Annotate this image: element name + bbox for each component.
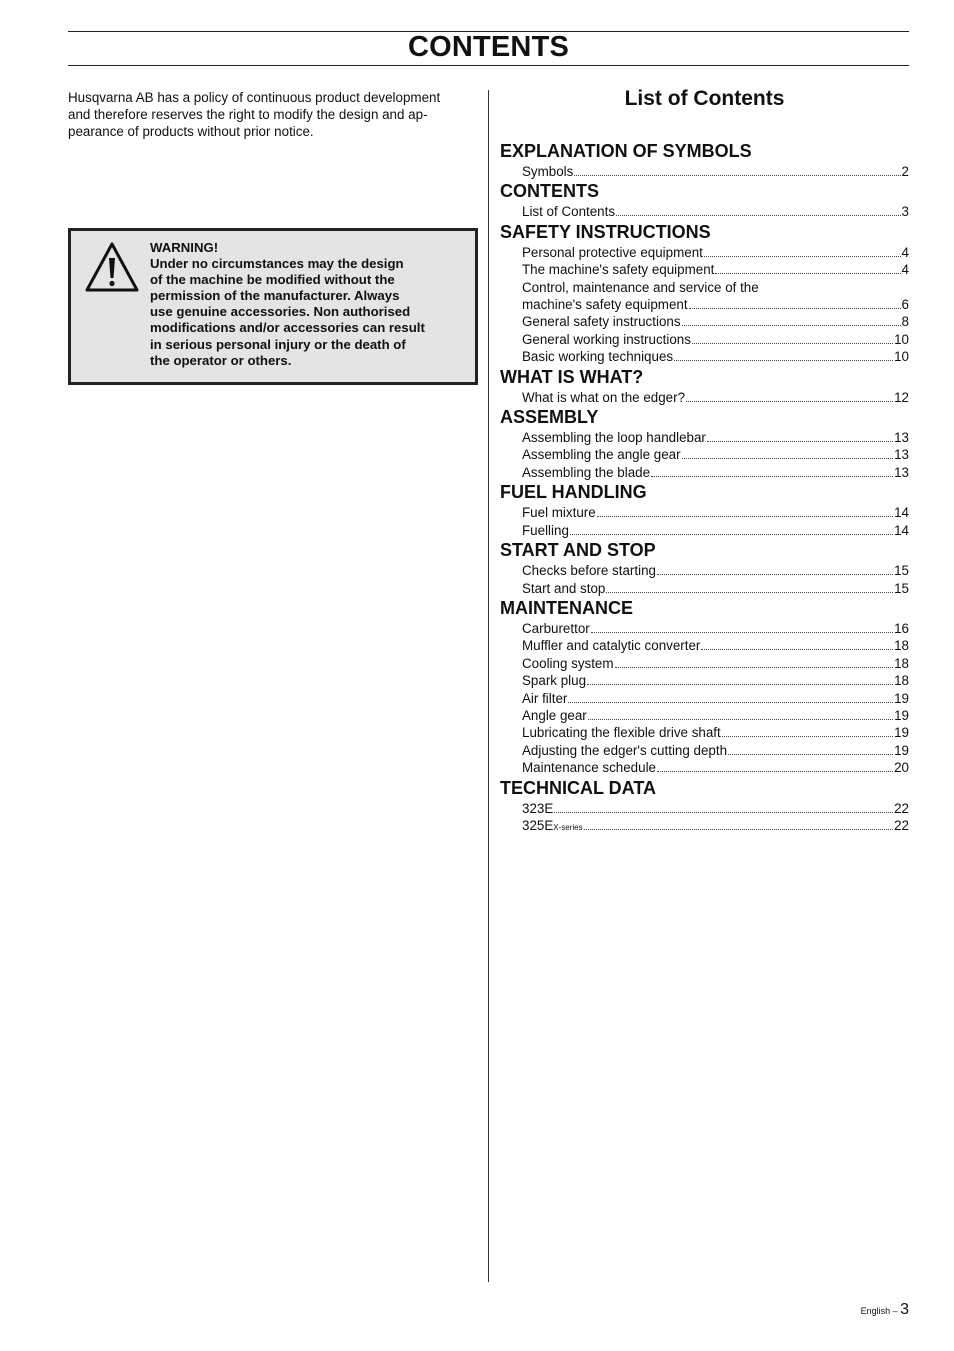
toc-entry-page: 19 <box>894 707 909 723</box>
page-title: CONTENTS <box>407 31 570 63</box>
toc-heading: List of Contents <box>624 87 785 110</box>
toc-entry-label: machine's safety equipment <box>522 297 688 313</box>
toc-entry-page: 3 <box>901 204 909 220</box>
toc-entry-page: 6 <box>901 297 909 313</box>
page-footer <box>861 1301 909 1319</box>
toc-entry-page: 19 <box>894 725 909 741</box>
toc-entry[interactable] <box>522 672 909 689</box>
dot-leader <box>682 325 901 326</box>
toc-entry[interactable] <box>522 313 909 330</box>
toc-section-title: TECHNICAL DATA <box>500 777 656 798</box>
toc-entry[interactable] <box>522 389 909 406</box>
title-underline <box>68 65 909 66</box>
toc-entry[interactable] <box>522 562 909 579</box>
dot-leader <box>707 441 893 442</box>
toc-entry[interactable] <box>522 620 909 637</box>
toc-entry-page: 4 <box>901 262 909 278</box>
toc-entry-label: Maintenance schedule <box>522 760 656 776</box>
warning-line: permission of the manufacturer. Always <box>150 288 400 304</box>
toc-section <box>500 539 909 597</box>
dot-leader <box>568 702 893 703</box>
toc-entry-label: Personal protective equipment <box>522 244 703 260</box>
dot-leader <box>722 736 893 737</box>
footer-page-number: 3 <box>900 1301 909 1318</box>
toc-entry-page: 19 <box>894 690 909 706</box>
toc-entry-label: Fuel mixture <box>522 505 596 521</box>
dot-leader <box>588 719 893 720</box>
toc-entry-label: Start and stop <box>522 580 606 596</box>
toc-entry-label: What is what on the edger? <box>522 389 686 405</box>
toc-entry[interactable] <box>522 817 909 836</box>
warning-line: modifications and/or accessories can result <box>150 320 425 336</box>
toc-section-title: MAINTENANCE <box>500 597 633 618</box>
dot-leader <box>715 273 900 274</box>
toc-entry-page: 10 <box>894 331 909 347</box>
toc-section-title: WHAT IS WHAT? <box>500 366 644 387</box>
toc-entry-page: 15 <box>894 580 909 596</box>
toc-entry-page: 4 <box>901 244 909 260</box>
dot-leader <box>728 754 893 755</box>
toc-entry-label: Adjusting the edger's cutting depth <box>522 742 728 758</box>
toc-entry-label: Assembling the blade <box>522 464 651 480</box>
toc-entry-page: 14 <box>894 522 909 538</box>
dot-leader <box>606 592 893 593</box>
toc-section <box>500 597 909 777</box>
toc-entry-page: 22 <box>894 800 909 816</box>
toc-entry[interactable] <box>522 163 909 180</box>
warning-triangle-icon <box>84 241 140 293</box>
toc-entry-page: 20 <box>894 760 909 776</box>
toc-entry-label: General safety instructions <box>522 314 681 330</box>
toc-entry-page: 14 <box>894 505 909 521</box>
toc-entry[interactable] <box>522 279 909 296</box>
dot-leader <box>674 360 893 361</box>
warning-text <box>150 240 470 369</box>
dot-leader <box>682 458 894 459</box>
toc-entry-label: Fuelling <box>522 522 569 538</box>
dot-leader <box>651 476 893 477</box>
toc-entry-page: 19 <box>894 742 909 758</box>
warning-line: of the machine be modified without the <box>150 272 395 288</box>
dot-leader <box>616 215 901 216</box>
warning-box <box>68 228 478 385</box>
dot-leader <box>570 534 893 535</box>
dot-leader <box>704 256 901 257</box>
toc-entry[interactable] <box>522 296 909 313</box>
toc-entry-subscript: X-series <box>553 822 583 832</box>
toc-entry-label: The machine's safety equipment <box>522 262 715 278</box>
toc-entry-label: 325E <box>522 817 554 833</box>
column-divider <box>488 90 489 1282</box>
toc-entry-label: General working instructions <box>522 331 691 347</box>
toc-entry-page: 12 <box>894 389 909 405</box>
toc-entry-page: 18 <box>894 655 909 671</box>
toc-entry-label: Cooling system <box>522 655 614 671</box>
dot-leader <box>554 812 893 813</box>
toc-entry[interactable] <box>522 690 909 707</box>
toc-entry-label: Spark plug <box>522 673 587 689</box>
toc-entry[interactable] <box>522 637 909 654</box>
toc-section <box>500 180 909 220</box>
intro-line: Husqvarna AB has a policy of continuous product development <box>68 90 441 105</box>
toc-entry-label: Carburettor <box>522 620 590 636</box>
toc-section-title: START AND STOP <box>500 540 656 561</box>
toc-entry-page: 22 <box>894 817 909 833</box>
dot-leader <box>657 771 893 772</box>
toc-entry-page: 16 <box>894 620 909 636</box>
toc-section <box>500 481 909 539</box>
toc-entry[interactable] <box>522 580 909 597</box>
toc-entry[interactable] <box>522 446 909 463</box>
toc-entry[interactable] <box>522 464 909 481</box>
warning-line: the operator or others. <box>150 352 292 368</box>
toc-entry-label: Angle gear <box>522 707 587 723</box>
warning-line: in serious personal injury or the death of <box>150 336 406 352</box>
toc-entry-page: 18 <box>894 638 909 654</box>
warning-title: WARNING! <box>150 240 219 255</box>
toc-entry-label: List of Contents <box>522 204 616 220</box>
toc-entry-label: Assembling the angle gear <box>522 447 681 463</box>
toc-entry[interactable] <box>522 429 909 446</box>
toc-section-title: CONTENTS <box>500 181 599 202</box>
dot-leader <box>584 829 893 830</box>
dot-leader <box>597 516 893 517</box>
dot-leader <box>692 343 893 344</box>
toc-entry-label: Lubricating the flexible drive shaft <box>522 725 721 741</box>
dot-leader <box>591 632 893 633</box>
toc-entry[interactable] <box>522 522 909 539</box>
warning-line: use genuine accessories. Non authorised <box>150 304 411 320</box>
toc-entry-label: 323E <box>522 800 554 816</box>
footer-language: English – <box>860 1306 901 1316</box>
toc-section <box>500 221 909 366</box>
toc-section-title: EXPLANATION OF SYMBOLS <box>500 141 752 161</box>
table-of-contents <box>500 140 909 836</box>
dot-leader <box>615 667 894 668</box>
toc-entry[interactable] <box>522 742 909 759</box>
toc-entry[interactable] <box>522 504 909 521</box>
toc-entry[interactable] <box>522 655 909 672</box>
toc-section-title: ASSEMBLY <box>500 407 599 428</box>
toc-section <box>500 777 909 837</box>
toc-entry-page: 18 <box>894 673 909 689</box>
toc-entry[interactable] <box>522 261 909 278</box>
toc-entry[interactable] <box>522 759 909 776</box>
toc-section-title: SAFETY INSTRUCTIONS <box>500 221 711 242</box>
toc-entry-label: Muffler and catalytic converter <box>522 638 701 654</box>
warning-line: Under no circumstances may the design <box>150 256 404 272</box>
toc-entry-label: Checks before starting <box>522 563 656 579</box>
toc-entry-page: 13 <box>894 430 909 446</box>
toc-entry[interactable] <box>522 348 909 365</box>
toc-section <box>500 406 909 481</box>
toc-entry-label: Basic working techniques <box>522 349 674 365</box>
dot-leader <box>686 401 893 402</box>
dot-leader <box>701 649 893 650</box>
toc-entry-label: Assembling the loop handlebar <box>522 430 706 446</box>
toc-entry[interactable] <box>522 203 909 220</box>
toc-entry-page: 2 <box>901 164 909 179</box>
dot-leader <box>657 574 893 575</box>
toc-entry-label: Symbols <box>522 164 574 179</box>
toc-entry-label: Control, maintenance and service of the <box>522 279 759 295</box>
toc-entry-page: 10 <box>894 349 909 365</box>
toc-section <box>500 140 909 180</box>
toc-section-title: FUEL HANDLING <box>500 482 647 503</box>
toc-entry-page: 8 <box>901 314 909 330</box>
toc-entry[interactable] <box>522 244 909 261</box>
toc-section <box>500 366 909 406</box>
toc-entry-page: 15 <box>894 563 909 579</box>
toc-entry[interactable] <box>522 800 909 817</box>
toc-entry[interactable] <box>522 707 909 724</box>
dot-leader <box>574 175 900 176</box>
toc-entry[interactable] <box>522 724 909 741</box>
toc-entry-label: Air filter <box>522 690 568 706</box>
intro-line: pearance of products without prior notice. <box>68 123 314 139</box>
toc-entry[interactable] <box>522 331 909 348</box>
toc-entry-page: 13 <box>894 464 909 480</box>
intro-paragraph <box>68 90 478 140</box>
intro-line: and therefore reserves the right to modify the design and ap- <box>68 106 428 122</box>
toc-entry-page: 13 <box>894 447 909 463</box>
dot-leader <box>587 684 893 685</box>
dot-leader <box>689 308 901 309</box>
